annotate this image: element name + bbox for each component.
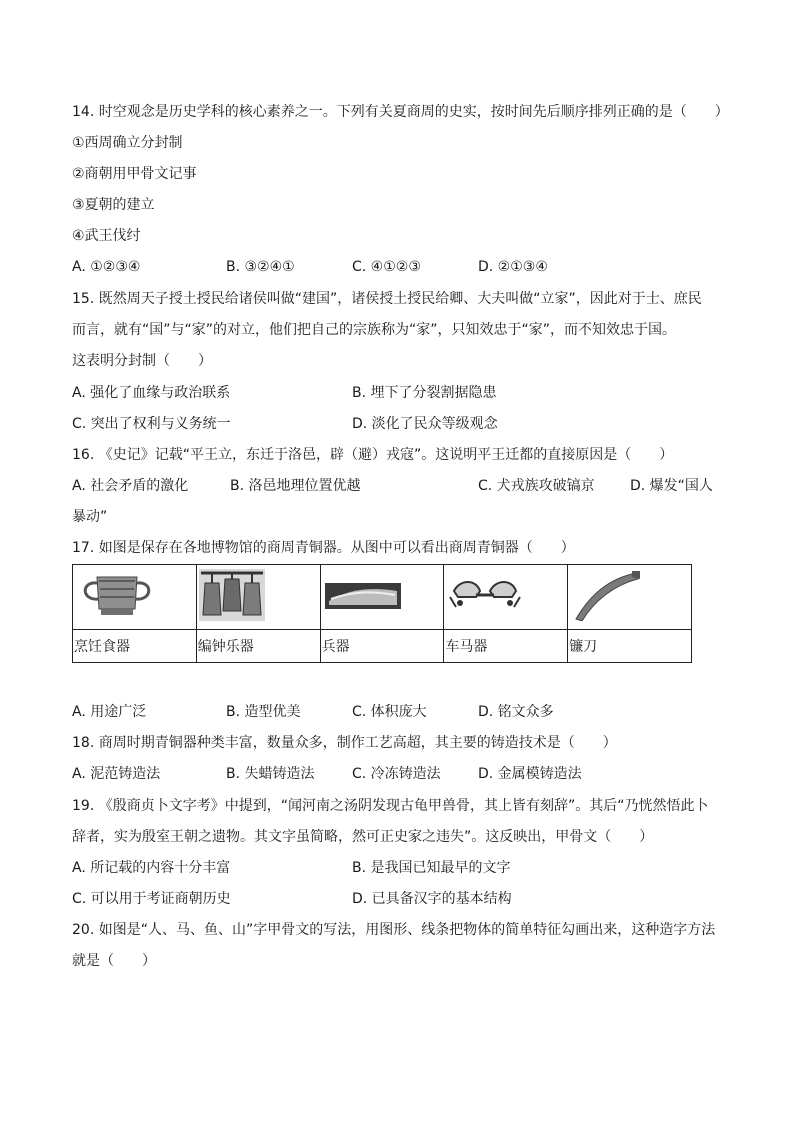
question-19-option-a[interactable]: A. 所记载的内容十分丰富 — [72, 860, 231, 876]
question-16-option-c[interactable]: C. 犬戎族攻破镐京 — [478, 478, 595, 494]
question-20-stem-line-2: 就是（ ） — [72, 953, 156, 969]
question-14-item-4: ④武王伐纣 — [72, 228, 141, 244]
question-15-stem-line-1: 15. 既然周天子授土授民给诸侯叫做“建国”，诸侯授土授民给卿、大夫叫做“立家”，因此对于士、庶民 — [72, 291, 702, 307]
question-18-option-d[interactable]: D. 金属模铸造法 — [478, 766, 582, 782]
question-18-stem: 18. 商周时期青铜器种类丰富，数量众多，制作工艺高超，其主要的铸造技术是（ ） — [72, 735, 617, 751]
question-16-option-d[interactable]: D. 爆发“国人 — [630, 478, 713, 494]
question-16-option-d-continued: 暴动” — [72, 509, 108, 525]
question-14-option-b[interactable]: B. ③②④① — [226, 259, 295, 275]
question-20-stem-line-1: 20. 如图是“人、马、鱼、山”字甲骨文的写法，用图形、线条把物体的简单特征勾画出来，这种造字方法 — [72, 922, 716, 938]
chariot-fitting-image — [444, 565, 568, 630]
question-18-option-b[interactable]: B. 失蜡铸造法 — [226, 766, 315, 782]
question-15-option-b[interactable]: B. 埋下了分裂割据隐患 — [352, 385, 497, 401]
bianzhong-bells-label: 编钟乐器 — [196, 630, 320, 663]
question-19-option-b[interactable]: B. 是我国已知最早的文字 — [352, 860, 511, 876]
question-14-item-2: ②商朝用甲骨文记事 — [72, 166, 197, 182]
question-19-option-d[interactable]: D. 已具备汉字的基本结构 — [352, 891, 512, 907]
cooking-vessel-image — [73, 565, 197, 630]
question-17-option-d[interactable]: D. 铭文众多 — [478, 704, 554, 720]
question-14-item-3: ③夏朝的建立 — [72, 197, 155, 213]
question-19-stem-line-1: 19. 《殷商贞卜文字考》中提到，“闻河南之汤阴发现古龟甲兽骨，其上皆有刻辞”。其后“乃恍然悟此卜 — [72, 798, 709, 814]
question-14-stem: 14. 时空观念是历史学科的核心素养之一。下列有关夏商周的史实，按时间先后顺序排列正确的是（ ） — [72, 104, 729, 120]
question-17-option-a[interactable]: A. 用途广泛 — [72, 704, 147, 720]
bianzhong-bells-image — [196, 565, 320, 630]
question-19-stem-line-2: 辞者，实为殷室王朝之遗物。其文字虽简略，然可正史家之违失”。这反映出，甲骨文（ ） — [72, 829, 654, 845]
weapon-label: 兵器 — [320, 630, 444, 663]
question-16-option-a[interactable]: A. 社会矛盾的激化 — [72, 478, 189, 494]
bronze-ware-table — [72, 564, 692, 663]
sickle-label: 镰刀 — [568, 630, 692, 663]
question-17-stem: 17. 如图是保存在各地博物馆的商周青铜器。从图中可以看出商周青铜器（ ） — [72, 540, 575, 556]
question-14-item-1: ①西周确立分封制 — [72, 135, 183, 151]
question-15-option-a[interactable]: A. 强化了血缘与政治联系 — [72, 385, 231, 401]
question-19-option-c[interactable]: C. 可以用于考证商朝历史 — [72, 891, 231, 907]
question-16-stem: 16. 《史记》记载“平王立，东迁于洛邑，辟（避）戎寇”。这说明平王迁都的直接原因是（ ） — [72, 447, 674, 463]
question-14-option-c[interactable]: C. ④①②③ — [352, 259, 421, 275]
weapon-image — [320, 565, 444, 630]
sickle-image — [568, 565, 692, 630]
question-16-option-b[interactable]: B. 洛邑地理位置优越 — [230, 478, 361, 494]
question-17-option-b[interactable]: B. 造型优美 — [226, 704, 301, 720]
question-14-option-a[interactable]: A. ①②③④ — [72, 259, 141, 275]
question-15-stem-line-2: 而言，就有“国”与“家”的对立，他们把自己的宗族称为“家”，只知效忠于“家”，而不知效忠于国。 — [72, 322, 677, 338]
cooking-vessel-label: 烹饪食器 — [73, 630, 197, 663]
question-15-option-d[interactable]: D. 淡化了民众等级观念 — [352, 416, 498, 432]
question-14-option-d[interactable]: D. ②①③④ — [478, 259, 548, 275]
question-17-option-c[interactable]: C. 体积庞大 — [352, 704, 427, 720]
chariot-fitting-label: 车马器 — [444, 630, 568, 663]
question-15-stem-line-3: 这表明分封制（ ） — [72, 353, 212, 369]
question-18-option-a[interactable]: A. 泥范铸造法 — [72, 766, 161, 782]
question-18-option-c[interactable]: C. 冷冻铸造法 — [352, 766, 441, 782]
question-15-option-c[interactable]: C. 突出了权利与义务统一 — [72, 416, 231, 432]
